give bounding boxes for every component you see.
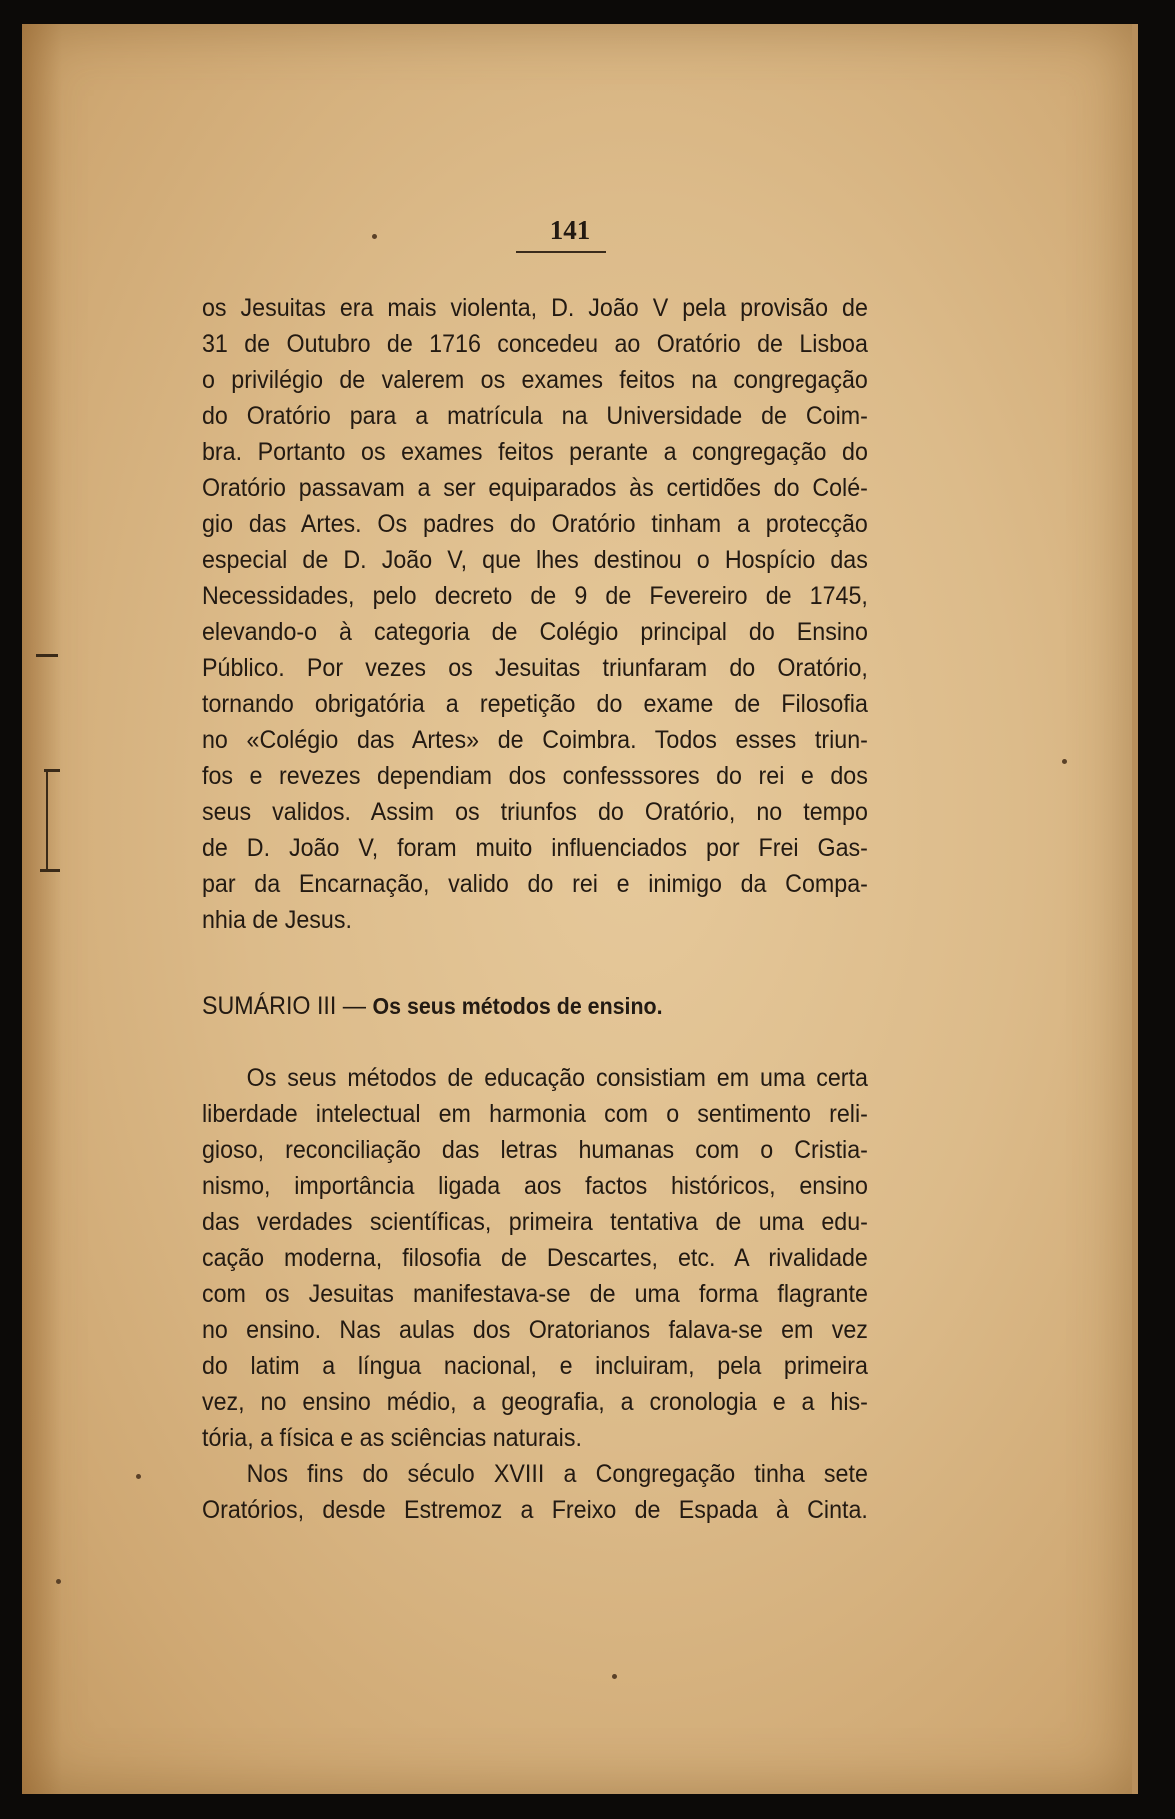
text-line: o privilégio de valerem os exames feitos na congregação <box>202 366 868 394</box>
text-line: de D. João V, foram muito influenciados por Frei Gas- <box>202 834 868 862</box>
body-text <box>202 290 868 1528</box>
text-line: com os Jesuitas manifestava-se de uma forma flagrante <box>202 1280 868 1308</box>
text-line: Nos fins do século XVIII a Congregação tinha sete <box>246 1460 868 1488</box>
section-heading-title: Os seus métodos de ensino. <box>372 993 663 1019</box>
binding-mark <box>40 869 60 872</box>
page-number: 141 <box>549 215 591 245</box>
text-line: tornando obrigatória a repetição do exame de Filosofia <box>202 690 868 718</box>
binding-mark <box>46 769 48 869</box>
binding-mark <box>36 654 58 657</box>
text-line: nhia de Jesus. <box>202 906 352 934</box>
text-line: gio das Artes. Os padres do Oratório tinham a protecção <box>202 510 868 538</box>
section-heading-prefix: SUMÁRIO III — <box>202 992 373 1020</box>
binding-thread-marks <box>36 624 76 904</box>
text-line: elevando-o à categoria de Colégio principal do Ensino <box>202 618 868 646</box>
text-line: vez, no ensino médio, a geografia, a cronologia e a his- <box>202 1388 868 1416</box>
text-line: Público. Por vezes os Jesuitas triunfaram do Oratório, <box>202 654 868 682</box>
text-line: Os seus métodos de educação consistiam em uma certa <box>246 1064 868 1092</box>
page-number-rule <box>516 251 606 253</box>
text-line: do Oratório para a matrícula na Universidade de Coim- <box>202 402 868 430</box>
paragraph-oratories <box>202 1456 868 1528</box>
text-line: no ensino. Nas aulas dos Oratorianos falava-se em vez <box>202 1316 868 1344</box>
text-line: no «Colégio das Artes» de Coimbra. Todos esses triun- <box>202 726 868 754</box>
paper-speck <box>1062 759 1067 764</box>
paragraph-continuation <box>202 290 868 938</box>
text-line: fos e revezes dependiam dos confesssores do rei e dos <box>202 762 868 790</box>
paper-speck <box>136 1474 141 1479</box>
text-line: seus validos. Assim os triunfos do Oratório, no tempo <box>202 798 868 826</box>
text-line: os Jesuitas era mais violenta, D. João V pela provisão de <box>202 294 868 322</box>
text-line: especial de D. João V, que lhes destinou o Hospício das <box>202 546 868 574</box>
text-line: tória, a física e as sciências naturais. <box>202 1424 582 1452</box>
text-line: do latim a língua nacional, e incluiram, pela primeira <box>202 1352 868 1380</box>
text-line: nismo, importância ligada aos factos históricos, ensino <box>202 1172 868 1200</box>
text-line: Oratórios, desde Estremoz a Freixo de Espada à Cinta. <box>202 1496 868 1524</box>
text-line: Oratório passavam a ser equiparados às certidões do Colé- <box>202 474 868 502</box>
text-line: liberdade intelectual em harmonia com o sentimento reli- <box>202 1100 868 1128</box>
paragraph-methods <box>202 1060 868 1456</box>
paper-speck <box>612 1674 617 1679</box>
text-line: 31 de Outubro de 1716 concedeu ao Oratório de Lisboa <box>202 330 868 358</box>
paper-speck <box>372 234 377 239</box>
section-heading <box>202 988 868 1024</box>
text-line: gioso, reconciliação das letras humanas com o Cristia- <box>202 1136 868 1164</box>
text-line: Necessidades, pelo decreto de 9 de Fevereiro de 1745, <box>202 582 868 610</box>
text-line: par da Encarnação, valido do rei e inimigo da Compa- <box>202 870 868 898</box>
text-line: das verdades scientíficas, primeira tentativa de uma edu- <box>202 1208 868 1236</box>
text-line: cação moderna, filosofia de Descartes, etc. A rivalidade <box>202 1244 868 1272</box>
paper-speck <box>56 1579 61 1584</box>
text-line: bra. Portanto os exames feitos perante a congregação do <box>202 438 868 466</box>
